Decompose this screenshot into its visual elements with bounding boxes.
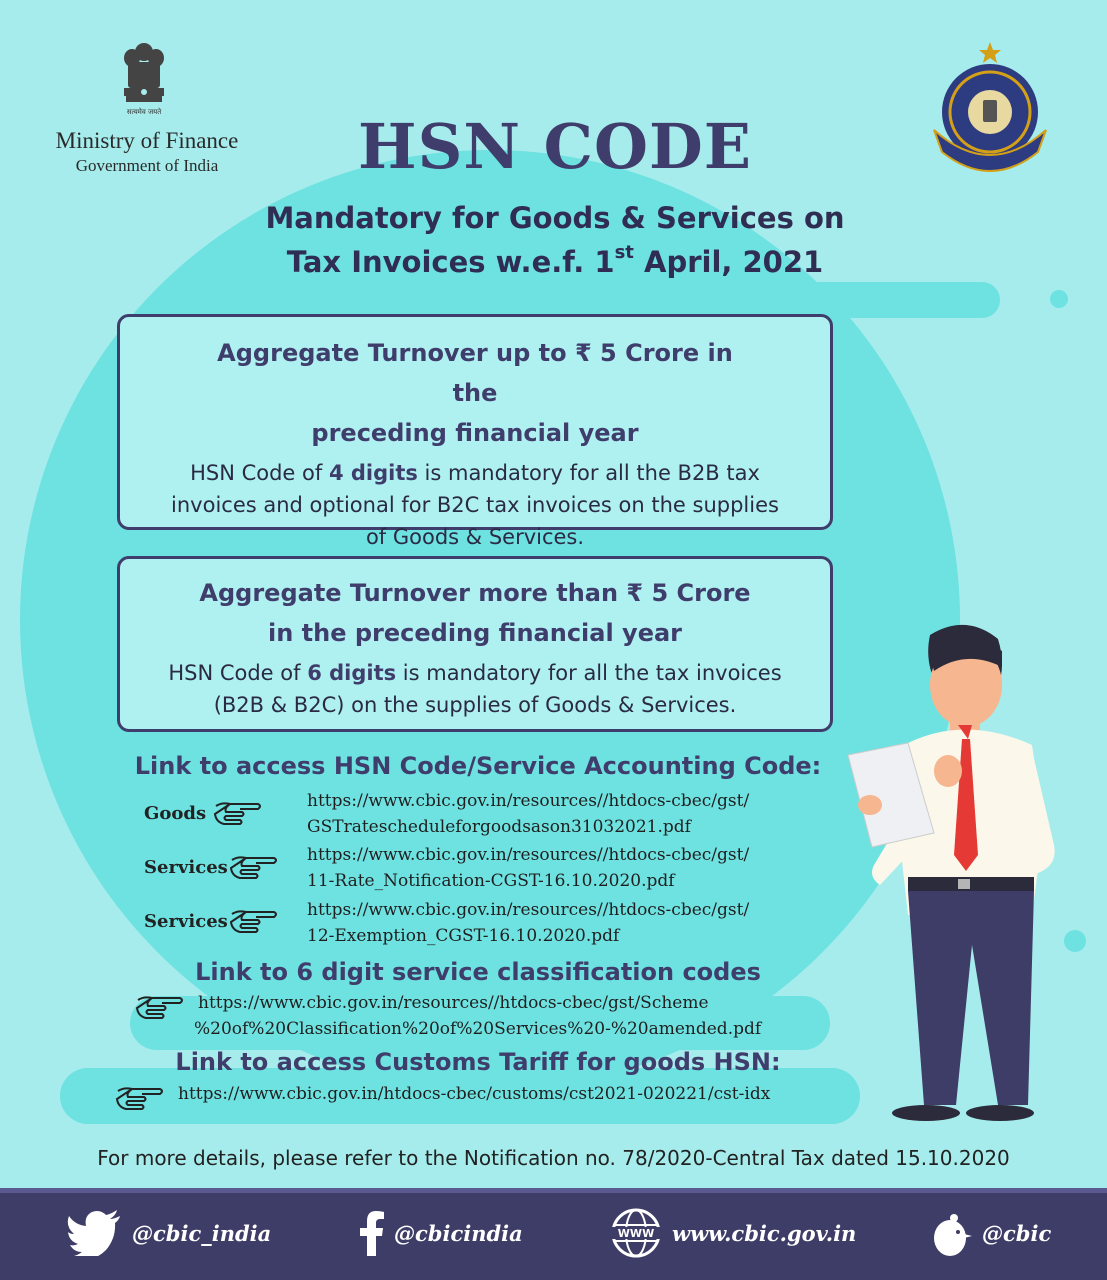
box1-body-text: HSN Code of bbox=[190, 461, 329, 485]
box2-heading-line1: Aggregate Turnover more than ₹ 5 Crore bbox=[199, 579, 751, 607]
government-name: Government of India bbox=[75, 156, 219, 175]
pointing-hand-icon bbox=[114, 1085, 164, 1111]
customs-tariff-heading: Link to access Customs Tariff for goods HSN: bbox=[175, 1048, 781, 1076]
twitter-icon bbox=[66, 1210, 122, 1256]
services-rate-link-line1[interactable]: https://www.cbic.gov.in/resources//htdocs-cbec/gst/ bbox=[307, 845, 750, 865]
subtitle-line2 bbox=[200, 240, 910, 284]
services-exemption-link-line2[interactable]: 12-Exemption_CGST-16.10.2020.pdf bbox=[307, 926, 620, 946]
box1-heading-line1: Aggregate Turnover up to ₹ 5 Crore in the bbox=[217, 339, 733, 407]
box2-digits: 6 digits bbox=[307, 661, 397, 685]
subtitle bbox=[200, 196, 910, 284]
pointing-hand-icon bbox=[228, 854, 278, 880]
koo-handle[interactable] bbox=[930, 1208, 1051, 1258]
subtitle-line1: Mandatory for Goods & Services on bbox=[265, 201, 845, 235]
services-exemption-link-line1[interactable]: https://www.cbic.gov.in/resources//htdocs-cbec/gst/ bbox=[307, 900, 750, 920]
subtitle-line2-text: Tax Invoices w.e.f. 1 bbox=[286, 245, 615, 279]
koo-bird-icon bbox=[930, 1208, 972, 1258]
businessman-illustration bbox=[838, 615, 1058, 1125]
ministry-name: Ministry of Finance bbox=[55, 128, 239, 153]
turnover-up-to-5-crore-box bbox=[117, 314, 833, 549]
ministry-block bbox=[40, 128, 254, 176]
svg-text:WWW: WWW bbox=[617, 1227, 655, 1240]
services-label: Services bbox=[144, 911, 228, 932]
subtitle-line2-date: April, 2021 bbox=[633, 245, 824, 279]
customs-tariff-link[interactable]: https://www.cbic.gov.in/htdocs-cbec/customs/cst2021-020221/cst-idx bbox=[178, 1084, 771, 1104]
services-rate-link-line2[interactable]: 11-Rate_Notification-CGST-16.10.2020.pdf bbox=[307, 871, 675, 891]
page-title: HSN CODE bbox=[358, 110, 752, 183]
facebook-icon bbox=[360, 1210, 384, 1256]
goods-label: Goods bbox=[144, 803, 207, 824]
pointing-hand-icon bbox=[212, 800, 262, 826]
box1-body bbox=[165, 457, 785, 553]
box2-heading-line2: in the preceding financial year bbox=[267, 619, 683, 647]
background-dot bbox=[1050, 290, 1068, 308]
globe-icon bbox=[610, 1207, 662, 1259]
facebook-handle[interactable] bbox=[360, 1208, 523, 1258]
facebook-handle-text: @cbicindia bbox=[394, 1220, 523, 1246]
notification-reference: For more details, please refer to the Notification no. 78/2020-Central Tax dated 15.10.2020 bbox=[97, 1146, 1010, 1170]
turnover-more-than-5-crore-box bbox=[117, 556, 833, 732]
box2-heading bbox=[195, 573, 755, 653]
pointing-hand-icon bbox=[228, 908, 278, 934]
goods-link-line2[interactable]: GSTratescheduleforgoodsason31032021.pdf bbox=[307, 817, 691, 837]
footer-stripe bbox=[0, 1188, 1107, 1193]
box1-digits: 4 digits bbox=[328, 461, 418, 485]
background-pill bbox=[690, 282, 1000, 318]
website-link[interactable] bbox=[610, 1208, 856, 1258]
services-label: Services bbox=[144, 857, 228, 878]
website-text: www.cbic.gov.in bbox=[672, 1220, 857, 1246]
box2-body-text-end: is mandatory for all the tax invoices (B2B & B2C) on the supplies of Goods & Services. bbox=[213, 661, 782, 717]
box1-body-text-end: is mandatory for all the B2B tax invoices and optional for B2C tax invoices on the supplies of Goods & Services. bbox=[171, 461, 779, 549]
hsn-links-heading: Link to access HSN Code/Service Accounting Code: bbox=[134, 752, 822, 780]
koo-handle-text: @cbic bbox=[982, 1220, 1052, 1246]
goods-link-line1[interactable]: https://www.cbic.gov.in/resources//htdocs-cbec/gst/ bbox=[307, 791, 750, 811]
service-classification-link-line2[interactable]: %20of%20Classification%20of%20Services%20-%20amended.pdf bbox=[194, 1019, 762, 1039]
service-classification-heading: Link to 6 digit service classification codes bbox=[195, 958, 761, 986]
box2-body bbox=[155, 657, 795, 721]
subtitle-superscript: st bbox=[614, 242, 634, 263]
service-classification-link-line1[interactable]: https://www.cbic.gov.in/resources//htdocs-cbec/gst/Scheme bbox=[198, 993, 709, 1013]
background-dot bbox=[1064, 930, 1086, 952]
emblem-motto: सत्यमेव जयते bbox=[126, 108, 162, 116]
pointing-hand-icon bbox=[134, 994, 184, 1020]
box1-heading bbox=[195, 333, 755, 453]
twitter-handle[interactable] bbox=[66, 1208, 271, 1258]
national-emblem-icon bbox=[118, 38, 170, 118]
box2-body-text: HSN Code of bbox=[168, 661, 308, 685]
cbic-seal-icon bbox=[928, 40, 1052, 172]
box1-heading-line2: preceding financial year bbox=[311, 419, 639, 447]
social-footer-bar bbox=[0, 1188, 1107, 1280]
twitter-handle-text: @cbic_india bbox=[132, 1220, 272, 1246]
